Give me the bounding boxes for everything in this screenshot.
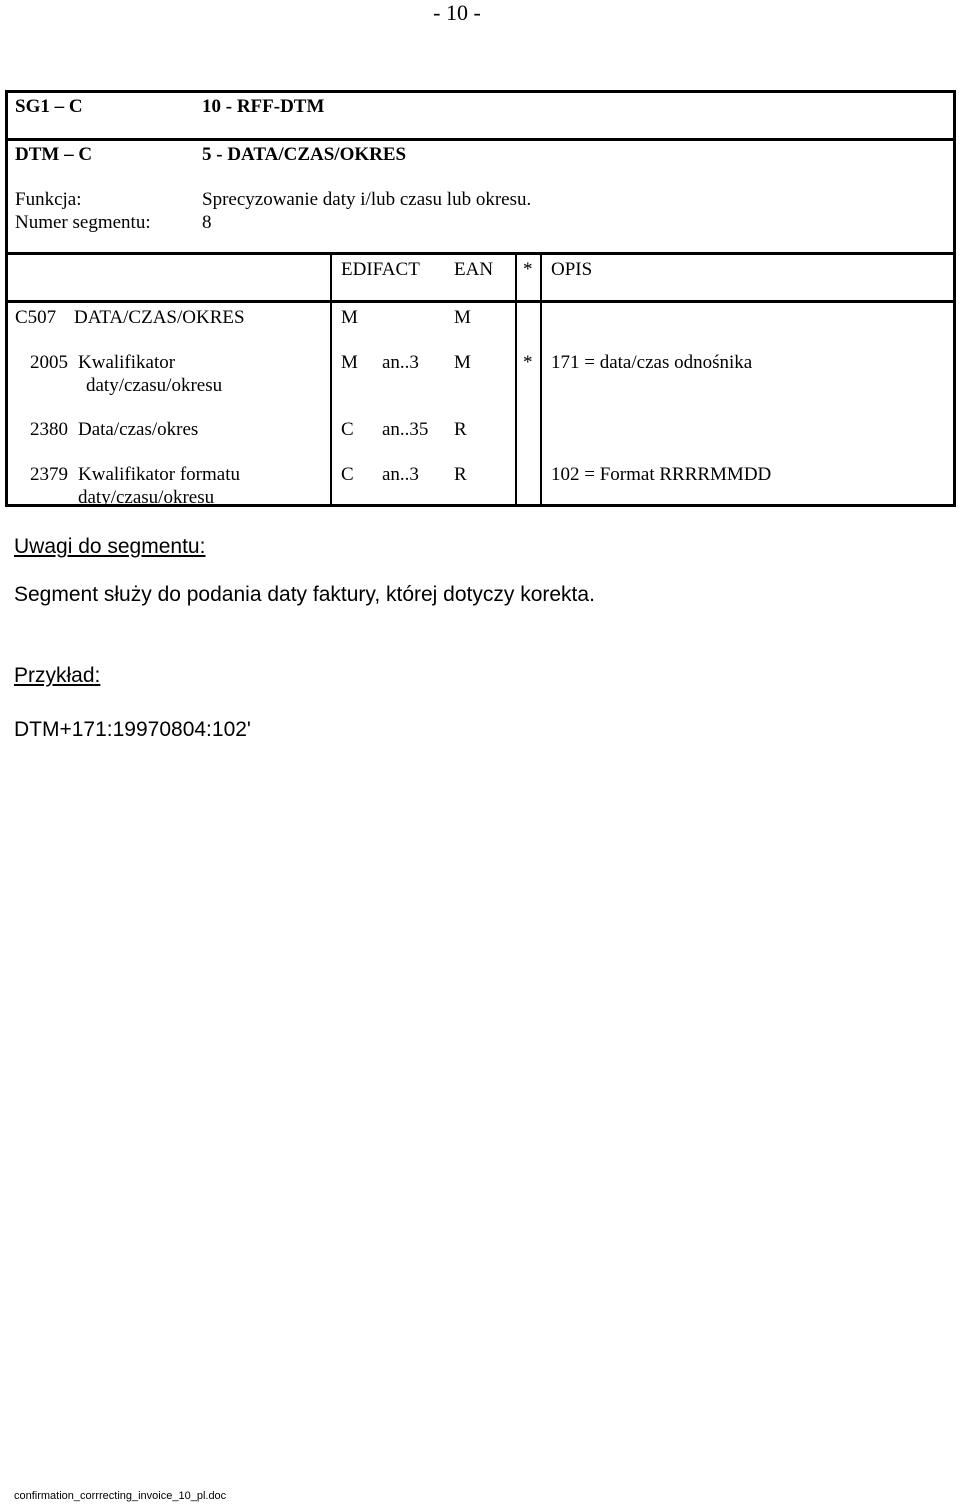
element-name: Kwalifikator formatu	[78, 464, 240, 485]
column-header-ean: EAN	[454, 259, 494, 280]
segment-number-value: 8	[202, 212, 212, 233]
element-format: an..35	[382, 419, 429, 440]
composite-code: C507	[15, 307, 57, 328]
element-code: 2380	[30, 419, 68, 440]
element-description: 171 = data/czas odnośnika	[551, 352, 753, 373]
element-name-continued: daty/czasu/okresu	[86, 375, 223, 396]
notes-heading: Uwagi do segmentu:	[14, 535, 206, 558]
segment-name: 5 - DATA/CZAS/OKRES	[202, 144, 407, 165]
column-header-edifact: EDIFACT	[341, 259, 420, 280]
element-name: Data/czas/okres	[78, 419, 199, 440]
element-status: M	[341, 352, 358, 373]
column-divider	[540, 252, 542, 507]
segment-spec-table	[5, 90, 956, 507]
notes-text: Segment służy do podania daty faktury, której dotyczy korekta.	[14, 583, 595, 606]
element-code: 2379	[30, 464, 68, 485]
element-format: an..3	[382, 352, 419, 373]
element-ean-status: R	[454, 419, 467, 440]
column-divider	[515, 252, 517, 507]
composite-name: DATA/CZAS/OKRES	[74, 307, 245, 328]
element-status: C	[341, 419, 354, 440]
function-value: Sprecyzowanie daty i/lub czasu lub okresu.	[202, 189, 532, 210]
group-name: 10 - RFF-DTM	[202, 96, 325, 117]
page-number: - 10 -	[433, 0, 481, 25]
column-divider	[330, 252, 332, 507]
composite-ean-status: M	[454, 307, 471, 328]
divider-line	[8, 138, 953, 141]
element-name: Kwalifikator	[78, 352, 176, 373]
composite-edifact-status: M	[341, 307, 358, 328]
column-header-opis: OPIS	[551, 259, 593, 280]
element-description: 102 = Format RRRRMMDD	[551, 464, 772, 485]
element-star: *	[523, 352, 533, 373]
divider-line	[8, 300, 953, 303]
element-code: 2005	[30, 352, 68, 373]
example-heading: Przykład:	[14, 664, 101, 687]
segment-code: DTM – C	[15, 144, 93, 165]
element-status: C	[341, 464, 354, 485]
function-label: Funkcja:	[15, 189, 82, 210]
footer-filename: confirmation_corrrecting_invoice_10_pl.doc	[14, 1490, 227, 1502]
element-format: an..3	[382, 464, 419, 485]
column-header-star: *	[523, 259, 533, 280]
element-name-continued: daty/czasu/okresu	[78, 487, 215, 508]
example-text: DTM+171:19970804:102'	[14, 718, 251, 741]
group-code: SG1 – C	[15, 96, 83, 117]
divider-line	[8, 252, 953, 255]
segment-number-label: Numer segmentu:	[15, 212, 151, 233]
element-ean-status: R	[454, 464, 467, 485]
element-ean-status: M	[454, 352, 471, 373]
